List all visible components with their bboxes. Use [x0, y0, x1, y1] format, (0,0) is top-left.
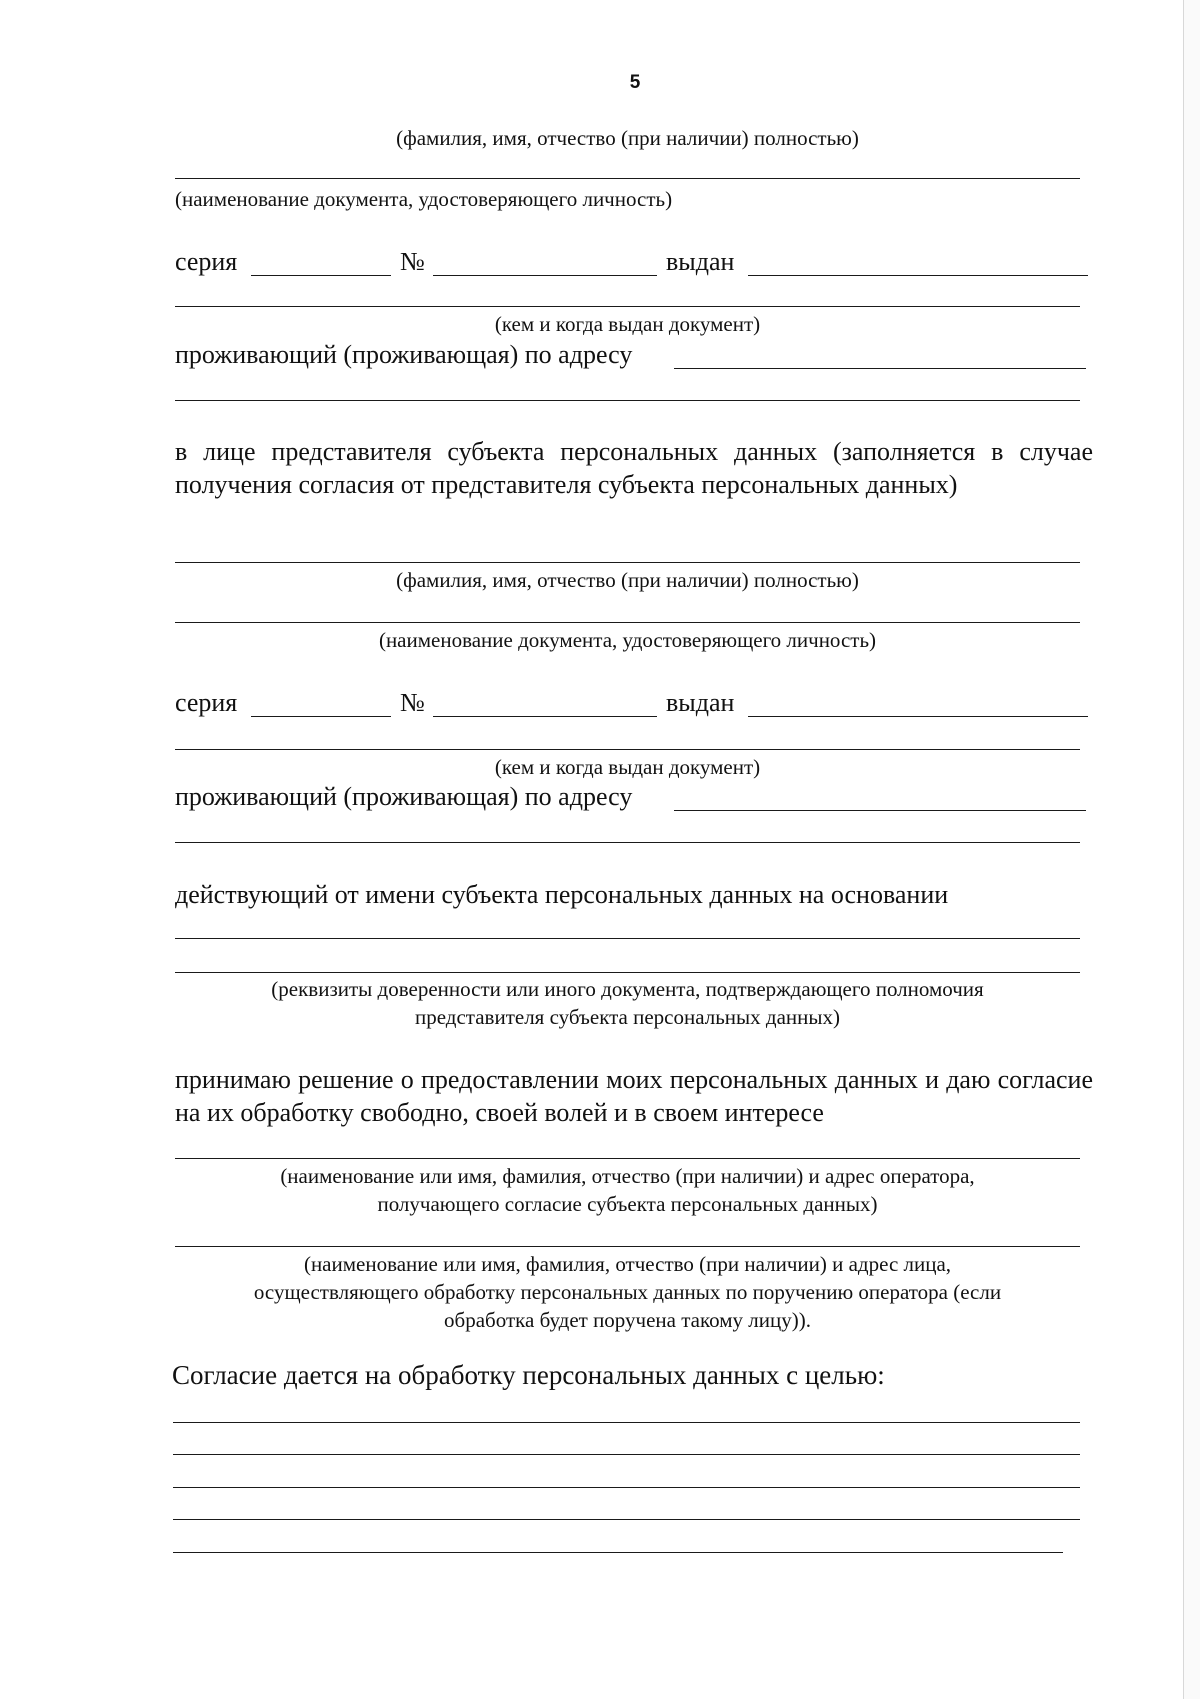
rep-series-field[interactable]: [251, 716, 391, 717]
rep-issued-label: выдан: [666, 688, 735, 717]
rep-address-field-2[interactable]: [175, 842, 1080, 843]
rep-basis-field-2[interactable]: [175, 972, 1080, 973]
rep-address-label: проживающий (проживающая) по адресу: [175, 782, 633, 811]
caption-subject-issued-by: (кем и когда выдан документ): [494, 312, 761, 336]
line-processor[interactable]: [175, 1246, 1080, 1247]
caption-rep-document: (наименование документа, удостоверяющего личность): [378, 628, 877, 652]
subject-address-field[interactable]: [674, 368, 1086, 369]
page-number: 5: [629, 72, 641, 93]
caption-rep-basis-line1: (реквизиты доверенности или иного документа, подтверждающего полномочия: [271, 977, 984, 1001]
purpose-line-3[interactable]: [173, 1487, 1080, 1488]
subject-number-label: №: [400, 247, 425, 276]
caption-subject-full-name: (фамилия, имя, отчество (при наличии) полностью): [396, 126, 859, 150]
line-operator[interactable]: [175, 1158, 1080, 1159]
caption-operator-line2: получающего согласие субъекта персональных данных): [377, 1192, 878, 1216]
caption-rep-issued-by: (кем и когда выдан документ): [494, 755, 761, 779]
caption-processor-line1: (наименование или имя, фамилия, отчество (при наличии) и адрес лица,: [303, 1252, 952, 1276]
subject-address-field-2[interactable]: [175, 400, 1080, 401]
subject-address-label: проживающий (проживающая) по адресу: [175, 340, 633, 369]
line-rep-full-name[interactable]: [175, 562, 1080, 563]
rep-number-field[interactable]: [433, 716, 657, 717]
rep-address-field[interactable]: [674, 810, 1086, 811]
caption-processor-line2: осуществляющего обработку персональных данных по поручению оператора (если: [253, 1280, 1002, 1304]
representative-intro: в лице представителя субъекта персональных данных (заполняется в случае получения согласия от представителя субъекта персональных данных): [175, 437, 1093, 499]
purpose-line-2[interactable]: [173, 1454, 1080, 1455]
rep-series-label: серия: [175, 688, 238, 717]
purpose-line-4[interactable]: [173, 1519, 1080, 1520]
subject-number-field[interactable]: [433, 275, 657, 276]
purpose-line-1[interactable]: [173, 1422, 1080, 1423]
rep-acting-label: действующий от имени субъекта персональных данных на основании: [175, 880, 949, 909]
caption-rep-basis-line2: представителя субъекта персональных данных): [415, 1005, 840, 1029]
caption-rep-full-name: (фамилия, имя, отчество (при наличии) полностью): [396, 568, 859, 592]
purpose-line-5[interactable]: [173, 1552, 1063, 1553]
line-subject-document[interactable]: [175, 178, 1080, 179]
caption-processor-line3: обработка будет поручена такому лицу)).: [444, 1308, 811, 1332]
subject-series-label: серия: [175, 247, 238, 276]
page-edge: [1183, 0, 1200, 1699]
decision-text: принимаю решение о предоставлении моих персональных данных и даю согласие на их обработку свободно, своей волей и в своем интересе: [175, 1065, 1093, 1127]
rep-basis-field[interactable]: [175, 938, 1080, 939]
subject-issued-field[interactable]: [748, 275, 1088, 276]
subject-issued-label: выдан: [666, 247, 735, 276]
purpose-label: Согласие дается на обработку персональных данных с целью:: [172, 1360, 885, 1390]
line-subject-issued-by[interactable]: [175, 306, 1080, 307]
caption-subject-document: (наименование документа, удостоверяющего личность): [175, 187, 673, 211]
line-rep-document[interactable]: [175, 622, 1080, 623]
line-rep-issued-by[interactable]: [175, 749, 1080, 750]
rep-issued-field[interactable]: [748, 716, 1088, 717]
rep-number-label: №: [400, 688, 425, 717]
caption-operator-line1: (наименование или имя, фамилия, отчество (при наличии) и адрес оператора,: [280, 1164, 975, 1188]
subject-series-field[interactable]: [251, 275, 391, 276]
